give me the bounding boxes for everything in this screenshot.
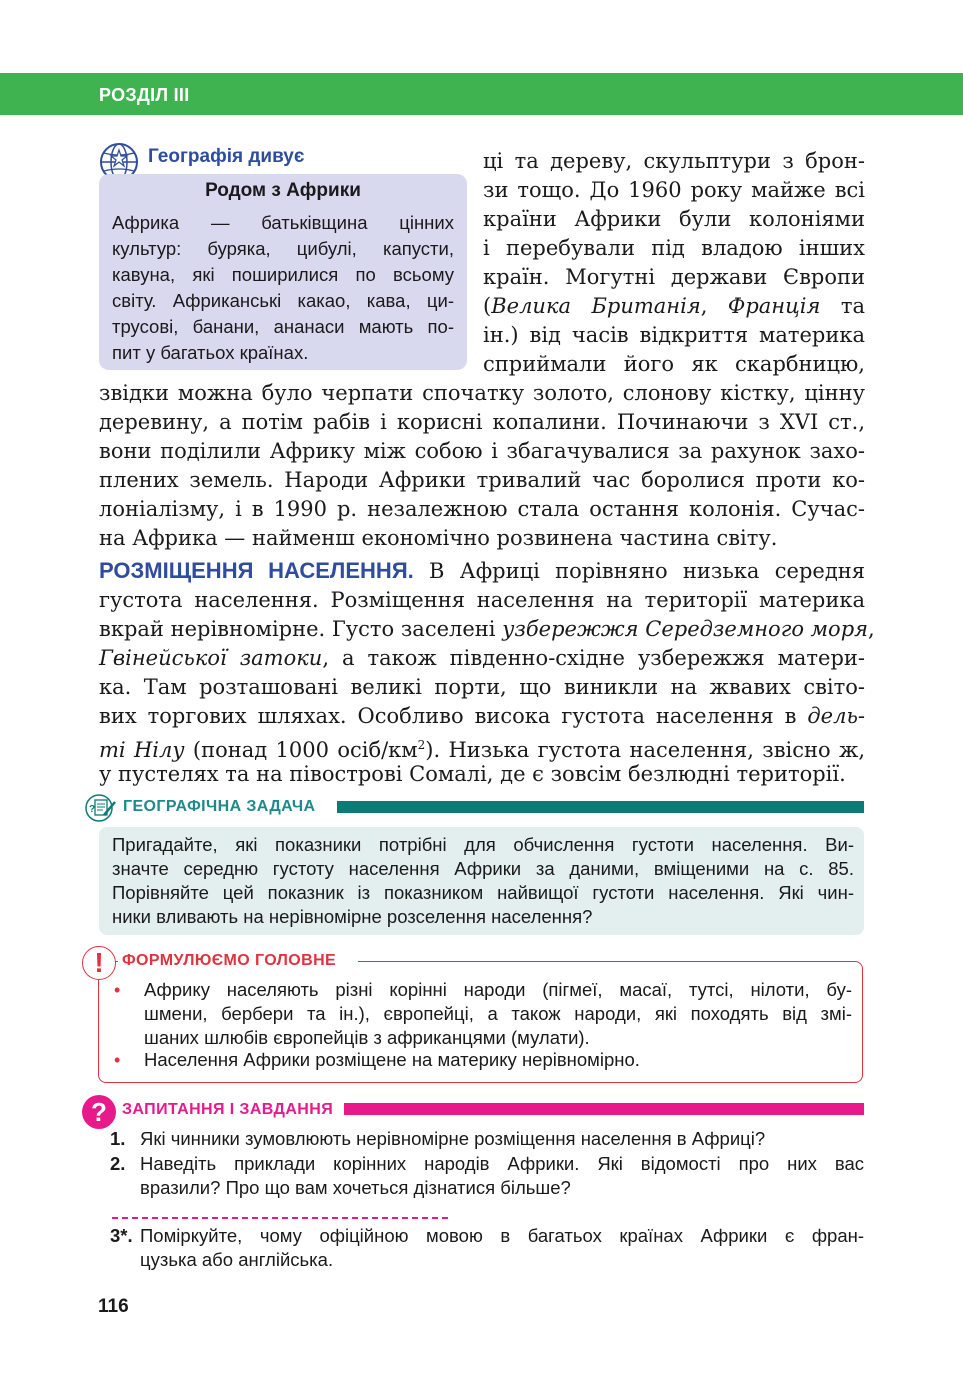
- italic-term: Гвінейської затоки: [99, 646, 323, 670]
- summary-label: ФОРМУЛЮЄМО ГОЛОВНЕ: [122, 952, 337, 969]
- task-label: ГЕОГРАФІЧНА ЗАДАЧА: [123, 798, 316, 815]
- sidebar-heading: Родом з Африки: [205, 180, 361, 201]
- question-text: [140, 1127, 864, 1151]
- task-line: Порівняйте цей показник із показником найвищої густоти населення. Які чин-: [112, 882, 854, 903]
- body-line: ка. Там розташовані великі порти, що виникли на жвавих світо-: [99, 675, 865, 699]
- svg-text:?: ?: [89, 804, 96, 815]
- sidebar-label: Географія дивує: [148, 146, 305, 167]
- body-line: країни Африки були колоніями: [483, 207, 865, 231]
- question-number: 1.: [110, 1128, 126, 1149]
- text: (: [483, 294, 492, 318]
- question-line: цузька або англійська.: [140, 1249, 334, 1270]
- body-line: і перебували під владою інших: [483, 236, 865, 260]
- summary-line: шмени, бербери та ін.), європейці, а також народи, які походять від змі-: [144, 1003, 852, 1024]
- task-line: Пригадайте, які показники потрібні для обчислення густоти населення. Ви-: [112, 834, 854, 855]
- summary-item: [144, 978, 852, 1050]
- sidebar-line: пит у багатьох країнах.: [112, 342, 309, 363]
- italic-term: узбережжя Середземного моря: [502, 617, 869, 641]
- body-line: плених земель. Народи Африки тривалий час боролися проти ко-: [99, 468, 865, 492]
- body-line: на Африка — найменш економічно розвинена частина світу.: [99, 526, 778, 550]
- body-line: сприймали його як скарбницю,: [483, 352, 865, 376]
- task-line: значте середню густоту населення Африки за даними, вміщеними на с. 85.: [112, 858, 854, 879]
- sidebar-text: [112, 210, 454, 366]
- body-line: зи тощо. До 1960 року майже всі: [483, 178, 865, 202]
- body-line: [99, 615, 875, 643]
- task-pencil-icon: [84, 793, 118, 823]
- text: вкрай нерівномірне. Густо заселені: [99, 617, 503, 641]
- advanced-divider: [112, 1217, 448, 1219]
- superscript: 2: [417, 738, 426, 752]
- exclamation-icon: !: [82, 946, 116, 980]
- text: ,: [868, 617, 875, 641]
- question-line: вразили? Про що вам хочеться дізнатися більше?: [140, 1177, 571, 1198]
- text: вих торгових шляхах. Особливо висока густота населення в: [99, 704, 808, 728]
- body-line: [99, 557, 865, 585]
- task-divider-bar: [337, 801, 864, 813]
- questions-divider-bar: [344, 1103, 864, 1115]
- task-text: [112, 833, 854, 929]
- body-line: [99, 731, 865, 762]
- question-number: 2.: [110, 1153, 126, 1174]
- task-line: ники вливають на нерівномірне розселення населення?: [112, 906, 593, 927]
- body-line: [483, 292, 865, 320]
- question-text: [140, 1224, 864, 1272]
- summary-line: Африку населяють різні корінні народи (пігмеї, масаї, тутсі, нілоти, бу-: [144, 979, 852, 1000]
- bullet-icon: •: [114, 1050, 121, 1070]
- section-title: РОЗДІЛ ІІІ: [99, 85, 190, 105]
- sidebar-line: Африка — батьківщина цінних: [112, 212, 454, 233]
- question-number: 3*.: [110, 1225, 133, 1246]
- body-line: густота населення. Розміщення населення на території материка: [99, 588, 865, 612]
- text: ,: [700, 294, 728, 318]
- text: та: [820, 294, 865, 318]
- body-line: у пустелях та на півострові Сомалі, де є зовсім безлюдні території.: [99, 762, 846, 786]
- sidebar-line: трусові, банани, ананаси мають по-: [112, 316, 454, 337]
- section-heading: РОЗМІЩЕННЯ НАСЕЛЕННЯ.: [99, 558, 414, 583]
- text: (понад 1000 осіб/км: [184, 738, 418, 762]
- question-text: [140, 1152, 864, 1200]
- sidebar-line: культур: буряка, цибулі, капусти,: [112, 238, 454, 259]
- body-line: ці та дереву, скульптури з брон-: [483, 149, 865, 173]
- question-line: Поміркуйте, чому офіційною мовою в багатьох країнах Африки є фран-: [140, 1225, 864, 1246]
- text: В Африці порівняно низька середня: [413, 559, 866, 583]
- body-line: лоніалізму, і в 1990 р. незалежною стала остання колонія. Сучас-: [99, 497, 865, 521]
- body-line: звідки можна було черпати спочатку золото, слонову кістку, цінну: [99, 381, 865, 405]
- page-number: 116: [98, 1296, 129, 1317]
- summary-line: шаних шлюбів європейців з африканцями (мулати).: [144, 1027, 590, 1048]
- body-line: ін.) від часів відкриття материка: [483, 323, 865, 347]
- questions-label: ЗАПИТАННЯ І ЗАВДАННЯ: [122, 1101, 334, 1118]
- italic-term: Франція: [727, 294, 821, 318]
- sidebar-line: світу. Африканські какао, кава, ци-: [112, 290, 454, 311]
- body-line: країн. Могутні держави Європи: [483, 265, 865, 289]
- body-line: вони поділили Африку між собою і збагачувалися за рахунок захо-: [99, 439, 865, 463]
- summary-item: Населення Африки розміщене на материку нерівномірно.: [144, 1049, 640, 1070]
- text: , а також південно-східне узбережжя матери-: [322, 646, 866, 670]
- question-line: Які чинники зумовлюють нерівномірне розміщення населення в Африці?: [140, 1128, 766, 1149]
- italic-term: Велика Британія: [491, 294, 701, 318]
- body-line: [99, 644, 865, 672]
- text: ). Низька густота населення, звісно ж,: [425, 738, 865, 762]
- italic-term: ті Нілу: [99, 738, 185, 762]
- body-line: [99, 702, 865, 730]
- italic-term: дель-: [807, 704, 865, 728]
- question-line: Наведіть приклади корінних народів Африки. Які відомості про них вас: [140, 1153, 864, 1174]
- question-icon: ?: [82, 1095, 116, 1129]
- body-line: деревину, а потім рабів і корисні копалини. Починаючи з XVI ст.,: [99, 410, 865, 434]
- sidebar-line: кавуна, які поширилися по всьому: [112, 264, 454, 285]
- bullet-icon: •: [114, 980, 121, 1000]
